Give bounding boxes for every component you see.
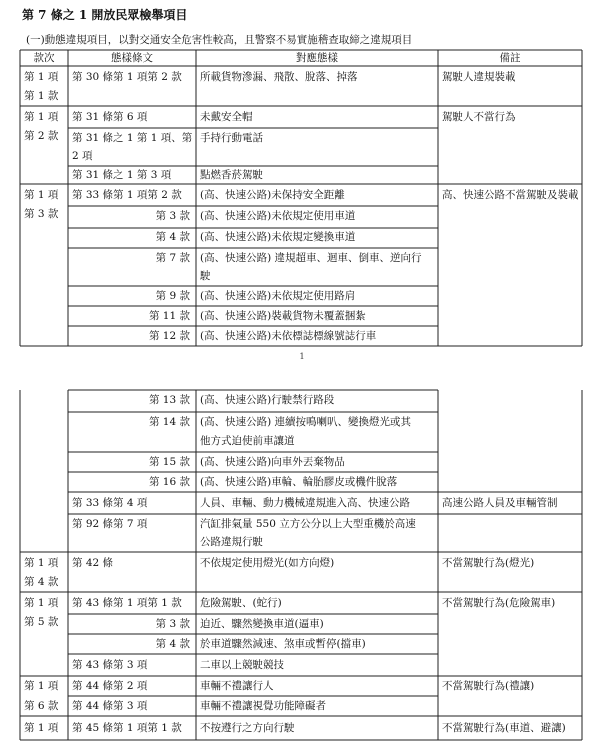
article-cell: 第 1 項 xyxy=(24,557,59,569)
clause-cell: 第 31 條之 1 第 3 項 xyxy=(72,169,172,181)
behavior-cell: 車輛不禮讓視覺功能障礙者 xyxy=(200,700,326,712)
page-number: 1 xyxy=(299,352,305,361)
article-cell: 第 1 項 xyxy=(24,189,59,201)
clause-cell: 第 11 款 xyxy=(148,310,190,322)
note-cell: 高、快速公路不當駕駛及裝載 xyxy=(442,189,579,201)
clause-cell: 第 44 條第 2 項 xyxy=(72,680,148,692)
article-cell: 第 1 項 xyxy=(24,597,59,609)
clause-cell: 第 31 條之 1 第 1 項、第 xyxy=(72,132,193,144)
header-note: 備註 xyxy=(499,52,521,64)
article-cell: 第 1 項 xyxy=(24,111,59,123)
clause-cell: 第 43 條第 3 項 xyxy=(72,659,148,671)
behavior-cell: 車輛不禮讓行人 xyxy=(200,680,274,692)
behavior-cell: (高、快速公路)裝載貨物未覆蓋捆紮 xyxy=(200,310,366,322)
note-cell: 高速公路人員及車輛管制 xyxy=(442,497,558,509)
clause-cell: 第 3 款 xyxy=(155,618,190,630)
clause-cell: 第 14 款 xyxy=(148,416,190,428)
behavior-cell: 不按遵行之方向行駛 xyxy=(200,722,295,734)
behavior-cell: 他方式迫使前車讓道 xyxy=(200,435,295,447)
clause-cell: 第 30 條第 1 項第 2 款 xyxy=(72,71,182,83)
note-cell: 不當駕駛行為(車道、避讓) xyxy=(442,722,566,734)
clause-cell: 第 7 款 xyxy=(155,252,190,264)
article-cell: 第 6 款 xyxy=(24,700,59,712)
note-cell: 駕駛人違規裝載 xyxy=(442,71,516,83)
clause-cell: 第 92 條第 7 項 xyxy=(72,518,148,530)
clause-cell: 第 13 款 xyxy=(148,394,190,406)
section-subtitle: (一)動態違規項目，以對交通安全危害性較高，且警察不易實施稽查取締之違規項目 xyxy=(26,34,413,46)
article-cell: 第 1 款 xyxy=(24,90,59,102)
clause-cell: 第 16 款 xyxy=(148,476,190,488)
behavior-cell: 不依規定使用燈光(如方向燈) xyxy=(200,557,335,569)
clause-cell: 第 31 條第 6 項 xyxy=(72,111,148,123)
clause-cell: 第 45 條第 1 項第 1 款 xyxy=(72,722,182,734)
clause-cell: 第 44 條第 3 項 xyxy=(72,700,148,712)
article-cell: 第 2 款 xyxy=(24,130,59,142)
article-cell: 第 1 項 xyxy=(24,680,59,692)
behavior-cell: (高、快速公路)未保持安全距離 xyxy=(200,189,345,201)
behavior-cell: 所載貨物滲漏、飛散、脫落、掉落 xyxy=(200,71,358,83)
clause-cell: 第 43 條第 1 項第 1 款 xyxy=(72,597,182,609)
clause-cell: 第 4 款 xyxy=(155,638,190,650)
behavior-cell: (高、快速公路)未依規定變換車道 xyxy=(200,231,356,243)
note-cell: 不當駕駛行為(燈光) xyxy=(442,557,535,569)
clause-cell: 第 33 條第 4 項 xyxy=(72,497,148,509)
article-cell: 第 3 款 xyxy=(24,208,59,220)
behavior-cell: (高、快速公路)未依標誌標線號誌行車 xyxy=(200,330,377,342)
behavior-cell: 危險駕駛、(蛇行) xyxy=(200,597,282,609)
behavior-cell: (高、快速公路)未依規定使用車道 xyxy=(200,210,356,222)
note-cell: 不當駕駛行為(禮讓) xyxy=(442,680,535,692)
behavior-cell: 公路違規行駛 xyxy=(200,536,263,548)
article-cell: 第 5 款 xyxy=(24,616,59,628)
header-clause: 態樣條文 xyxy=(111,52,153,64)
article-cell: 第 1 項 xyxy=(24,722,59,734)
clause-cell: 2 項 xyxy=(72,150,93,162)
clause-cell: 第 12 款 xyxy=(148,330,190,342)
behavior-cell: (高、快速公路) 連續按鳴喇叭、變換燈光或其 xyxy=(200,416,412,428)
header-article: 款次 xyxy=(33,52,55,64)
behavior-cell: (高、快速公路) 違規超車、迴車、倒車、逆向行 xyxy=(200,252,422,264)
clause-cell: 第 3 款 xyxy=(155,210,190,222)
behavior-cell: 手持行動電話 xyxy=(200,132,263,144)
article-cell: 第 1 項 xyxy=(24,71,59,83)
clause-cell: 第 42 條 xyxy=(72,557,114,569)
clause-cell: 第 9 款 xyxy=(155,290,190,302)
behavior-cell: (高、快速公路)車輪、輪胎膠皮或機件脫落 xyxy=(200,476,398,488)
behavior-cell: (高、快速公路)未依規定使用路肩 xyxy=(200,290,356,302)
behavior-cell: 人員、車輛、動力機械違規進入高、快速公路 xyxy=(200,497,410,509)
note-cell: 不當駕駛行為(危險駕車) xyxy=(442,597,556,609)
note-cell: 駕駛人不當行為 xyxy=(442,111,516,123)
behavior-cell: 未戴安全帽 xyxy=(200,111,253,123)
behavior-cell: 二車以上競駛競技 xyxy=(200,659,284,671)
header-behavior: 對應態樣 xyxy=(296,52,338,64)
page-title: 第 7 條之 1 開放民眾檢舉項目 xyxy=(22,8,188,22)
article-cell: 第 4 款 xyxy=(24,576,59,588)
behavior-cell: 駛 xyxy=(200,270,211,282)
behavior-cell: (高、快速公路)向車外丟棄物品 xyxy=(200,456,345,468)
behavior-cell: 汽缸排氣量 550 立方公分以上大型重機於高速 xyxy=(200,518,416,530)
behavior-cell: 迫近、驟然變換車道(逼車) xyxy=(200,618,324,630)
clause-cell: 第 33 條第 1 項第 2 款 xyxy=(72,189,182,201)
clause-cell: 第 15 款 xyxy=(148,456,190,468)
behavior-cell: (高、快速公路)行駛禁行路段 xyxy=(200,394,335,406)
behavior-cell: 點燃香菸駕駛 xyxy=(200,169,263,181)
clause-cell: 第 4 款 xyxy=(155,231,190,243)
behavior-cell: 於車道驟然減速、煞車或暫停(擋車) xyxy=(200,638,366,650)
